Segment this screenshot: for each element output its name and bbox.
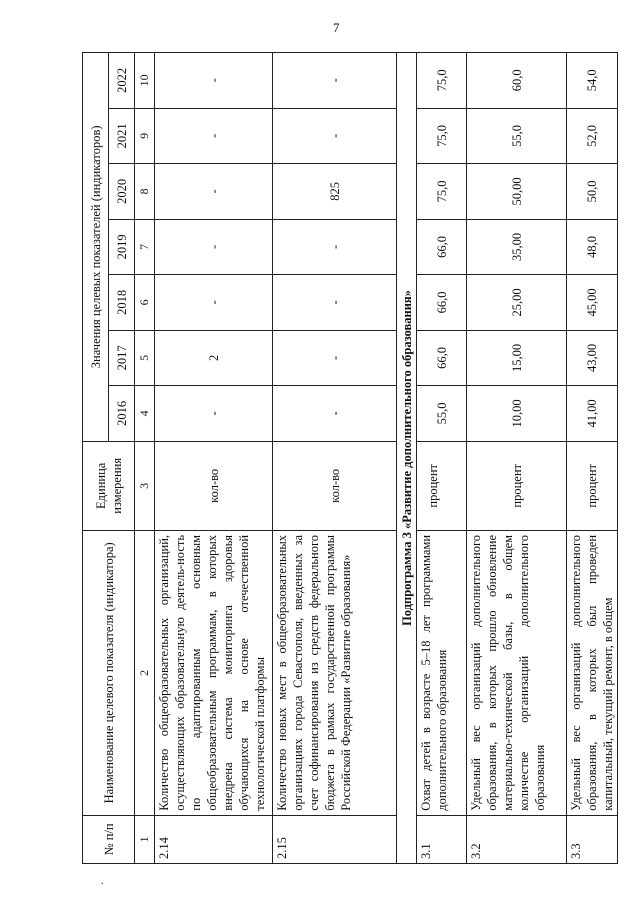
value-cell: 35,00 [467, 219, 567, 275]
row-number: 3.2 [467, 815, 567, 863]
value-cell: 66,0 [417, 275, 467, 331]
indicator-name: Количество новых мест в общеобразовательных организациях города Севастополя, введенных за счет софинансирования из средств федерального бюджета в рамках государственной программы Российской Федерации «Развитие образования» [273, 530, 397, 815]
value-cell: - [273, 275, 397, 331]
value-cell: 2 [155, 330, 273, 386]
table-row [417, 53, 467, 864]
header-unit: Единица измерения [83, 441, 135, 530]
value-cell: 15,00 [467, 330, 567, 386]
value-cell: 41,00 [567, 386, 618, 442]
value-cell: 55,0 [417, 386, 467, 442]
table-row [567, 53, 618, 864]
year-cell: 2022 [109, 53, 135, 109]
row-number: 2.14 [155, 815, 273, 863]
index-cell: 2 [135, 530, 155, 815]
year-cell: 2018 [109, 275, 135, 331]
rotated-table-area [82, 52, 617, 864]
value-cell: 52,0 [567, 108, 618, 164]
value-cell: 75,0 [417, 108, 467, 164]
value-cell: - [155, 219, 273, 275]
page-number: 7 [333, 20, 340, 35]
stray-mark: . [101, 876, 104, 887]
header-num: № п/п [83, 815, 135, 863]
value-cell: - [273, 53, 397, 109]
table-row [273, 53, 397, 864]
indicators-table [82, 52, 618, 864]
value-cell: 55,0 [467, 108, 567, 164]
value-cell: 66,0 [417, 219, 467, 275]
row-number: 3.3 [567, 815, 618, 863]
year-cell: 2019 [109, 219, 135, 275]
index-cell: 10 [135, 53, 155, 109]
value-cell: 45,00 [567, 275, 618, 331]
value-cell: 66,0 [417, 330, 467, 386]
year-cell: 2017 [109, 330, 135, 386]
index-cell: 8 [135, 164, 155, 220]
value-cell: - [155, 164, 273, 220]
index-cell: 7 [135, 219, 155, 275]
index-row [135, 53, 155, 864]
section-row [397, 53, 417, 864]
value-cell: 825 [273, 164, 397, 220]
value-cell: - [155, 108, 273, 164]
value-cell: 10,00 [467, 386, 567, 442]
value-cell: 60,0 [467, 53, 567, 109]
row-number: 2.15 [273, 815, 397, 863]
section-title: Подпрограмма 3 «Развитие дополнительного образования» [397, 53, 417, 864]
unit-cell: процент [467, 441, 567, 530]
unit-cell: кол-во [155, 441, 273, 530]
year-cell: 2020 [109, 164, 135, 220]
value-cell: - [155, 53, 273, 109]
year-cell: 2021 [109, 108, 135, 164]
index-cell: 1 [135, 815, 155, 863]
unit-cell: процент [567, 441, 618, 530]
value-cell: 50,00 [467, 164, 567, 220]
value-cell: - [273, 330, 397, 386]
index-cell: 4 [135, 386, 155, 442]
value-cell: 75,0 [417, 53, 467, 109]
value-cell: 25,00 [467, 275, 567, 331]
header-row [83, 53, 109, 864]
value-cell: 75,0 [417, 164, 467, 220]
value-cell: - [155, 275, 273, 331]
unit-cell: кол-во [273, 441, 397, 530]
year-cell: 2016 [109, 386, 135, 442]
indicator-name: Удельный вес организаций дополнительного образования, в которых прошло обновление материально-технической базы, в общем количестве организаций дополнительного образования [467, 530, 567, 815]
value-cell: - [155, 386, 273, 442]
value-cell: - [273, 108, 397, 164]
value-cell: 43,00 [567, 330, 618, 386]
table-row [467, 53, 567, 864]
indicator-name: Удельный вес организаций дополнительного образования, в которых был проведен капитальный, текущий ремонт, в общем [567, 530, 618, 815]
indicator-name: Количество общеобразовательных организаций, осуществляющих образовательную деятель-ность по адаптированным основным общеобразовательным программам, в которых внедрена система мониторинга здоровья обучающихся на основе отечественной технологической платформы [155, 530, 273, 815]
index-cell: 6 [135, 275, 155, 331]
value-cell: - [273, 386, 397, 442]
header-values-group: Значения целевых показателей (индикаторов) [83, 53, 109, 442]
index-cell: 5 [135, 330, 155, 386]
index-cell: 3 [135, 441, 155, 530]
value-cell: - [273, 219, 397, 275]
unit-cell: процент [417, 441, 467, 530]
value-cell: 48,0 [567, 219, 618, 275]
header-name: Наименование целевого показателя (индикатора) [83, 530, 135, 815]
value-cell: 50,0 [567, 164, 618, 220]
table-row [155, 53, 273, 864]
value-cell: 54,0 [567, 53, 618, 109]
indicator-name: Охват детей в возрасте 5–18 лет программами дополнительного образования [417, 530, 467, 815]
index-cell: 9 [135, 108, 155, 164]
row-number: 3.1 [417, 815, 467, 863]
